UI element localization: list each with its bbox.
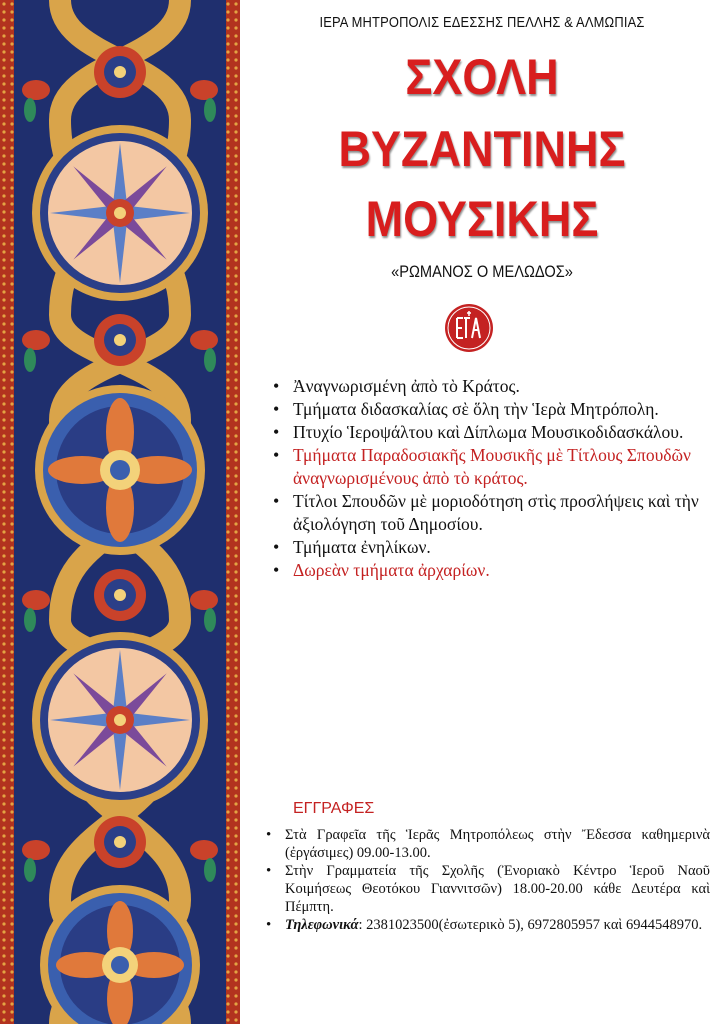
- phone-numbers: : 2381023500(ἐσωτερικὸ 5), 6972805957 καὶ 6944548970.: [358, 917, 703, 933]
- registration-list: [264, 826, 710, 934]
- feature-item-highlight: • Δωρεὰν τμήματα ἀρχαρίων.: [273, 559, 713, 582]
- registration-item-phone: [264, 916, 710, 934]
- title-line-3: ΜΟΥΣΙΚΗΣ: [365, 191, 599, 247]
- feature-item: • Τίτλοι Σπουδῶν μὲ μοριοδότηση στὶς προσλήψεις καὶ τὴν ἀξιολόγηση τοῦ Δημοσίου.: [273, 490, 713, 536]
- title-line-1: ΣΧΟΛΗ: [405, 49, 559, 105]
- registration-item-secretariat: • Στὴν Γραμματεία τῆς Σχολῆς (Ἐνοριακὸ Κέντρο Ἱεροῦ Ναοῦ Κοιμήσεως Θεοτόκου Γιαννιτσῶν) 18.00-20.00 κάθε Δευτέρα καὶ Πέμπτη.: [264, 862, 710, 916]
- feature-item-highlight: • Τμήματα Παραδοσιακῆς Μουσικῆς μὲ Τίτλους Σπουδῶν ἀναγνωρισμένους ἀπὸ τὸ κράτος.: [273, 444, 713, 490]
- feature-item: • Τμήματα ἐνηλίκων.: [273, 536, 713, 559]
- poster-content: [248, 0, 716, 1024]
- registration-heading: ΕΓΓΡΑΦΕΣ: [293, 800, 375, 817]
- title-line-2: ΒΥΖΑΝΤΙΝΗΣ: [338, 121, 626, 177]
- metropolis-heading: ΙΕΡΑ ΜΗΤΡΟΠΟΛΙΣ ΕΔΕΣΣΗΣ ΠΕΛΛΗΣ & ΑΛΜΩΠΙΑΣ: [319, 14, 645, 31]
- features-list: [273, 375, 713, 582]
- feature-item: • Τμήματα διδασκαλίας σὲ ὅλη τὴν Ἱερὰ Μητρόπολη.: [273, 398, 713, 421]
- medallion-middle: [35, 385, 205, 555]
- school-logo-icon: [444, 303, 494, 353]
- ornamental-border-image: [0, 0, 240, 1024]
- registration-item-office: • Στὰ Γραφεῖα τῆς Ἱερᾶς Μητροπόλεως στὴν Ἔδεσσα καθημερινὰ (ἐργάσιμες) 09.00-13.00.: [264, 826, 710, 862]
- phone-label: Τηλεφωνικά: [285, 917, 359, 933]
- feature-item: • Ἀναγνωρισμένη ἀπὸ τὸ Κράτος.: [273, 375, 713, 398]
- school-subtitle: «ΡΩΜΑΝΟΣ Ο ΜΕΛΩΔΟΣ»: [391, 262, 573, 281]
- feature-item: • Πτυχίο Ἱεροψάλτου καὶ Δίπλωμα Μουσικοδιδασκάλου.: [273, 421, 713, 444]
